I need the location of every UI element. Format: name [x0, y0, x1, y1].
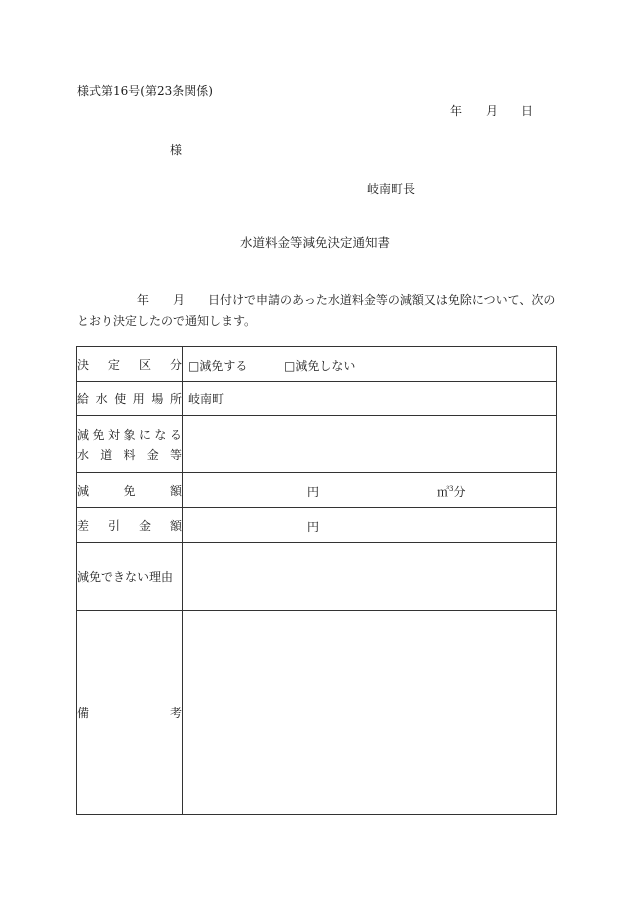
volume-unit-suffix: 分 — [453, 485, 466, 499]
label-remarks — [77, 611, 183, 815]
label-decision — [77, 347, 183, 382]
body-line2: とおり決定したので通知します。 — [77, 314, 257, 328]
checkbox-no-reduce[interactable]: □ — [284, 359, 296, 373]
value-supply-location[interactable] — [183, 382, 557, 416]
label-char: 減 — [77, 427, 90, 442]
label-char: 減 — [77, 483, 90, 498]
label-char: 額 — [169, 483, 182, 498]
value-reason-not-reduced[interactable] — [183, 543, 557, 611]
row-balance-amount — [77, 508, 557, 543]
label-char: 差 — [77, 518, 90, 533]
reduction-volume-unit — [437, 483, 466, 500]
label-target-fees — [77, 416, 183, 473]
row-target-fees — [77, 416, 557, 473]
option-reduce-label: 減免する — [199, 359, 248, 373]
value-balance-amount[interactable] — [183, 508, 557, 543]
row-remarks — [77, 611, 557, 815]
label-char: 場 — [151, 392, 164, 406]
body-month-label: 月 — [173, 293, 186, 307]
label-char: 分 — [169, 357, 182, 372]
checkbox-reduce[interactable]: □ — [188, 359, 200, 373]
label-char: 道 — [100, 447, 113, 462]
label-char: 額 — [169, 518, 182, 533]
volume-unit-symbol: ㎥ — [437, 485, 450, 499]
option-no-reduce[interactable] — [284, 357, 355, 374]
row-decision — [77, 347, 557, 382]
reason-label-text: 減免できない理由 — [77, 570, 174, 584]
date-month-label: 月 — [486, 104, 499, 118]
label-char: 料 — [123, 447, 136, 462]
label-char: 定 — [107, 357, 120, 372]
label-char: 金 — [146, 447, 159, 462]
label-char: 水 — [77, 447, 90, 462]
supply-location-text: 岐南町 — [188, 392, 225, 406]
label-char: る — [169, 427, 182, 442]
label-char: 所 — [169, 392, 182, 406]
label-char: 免 — [123, 483, 136, 498]
label-reduction-amount — [77, 473, 183, 508]
label-char: 用 — [132, 392, 145, 406]
label-char: 水 — [95, 392, 108, 406]
label-char: 引 — [107, 518, 120, 533]
label-char: 決 — [77, 357, 90, 372]
document-title: 水道料金等減免決定通知書 — [239, 235, 390, 250]
label-char: な — [154, 427, 167, 442]
body-line1: 日付けで申請のあった水道料金等の減額又は免除について、次の — [208, 293, 556, 307]
value-remarks[interactable] — [183, 611, 557, 815]
body-year-label: 年 — [137, 293, 150, 307]
row-reduction-amount — [77, 473, 557, 508]
reduction-yen-unit: 円 — [307, 485, 320, 499]
label-char: 備 — [77, 706, 90, 720]
label-char: 等 — [169, 447, 182, 462]
label-char: 金 — [138, 518, 151, 533]
label-char: に — [138, 427, 151, 442]
value-target-fees[interactable] — [183, 416, 557, 473]
option-reduce[interactable] — [188, 357, 247, 374]
addressee-suffix: 様 — [170, 143, 183, 157]
row-supply-location — [77, 382, 557, 416]
option-no-reduce-label: 減免しない — [295, 359, 356, 373]
date-day-label: 日 — [521, 104, 534, 118]
label-char: 対 — [107, 427, 120, 442]
value-reduction-amount[interactable] — [183, 473, 557, 508]
row-reason-not-reduced — [77, 543, 557, 611]
label-supply-location — [77, 382, 183, 416]
label-char: 給 — [77, 392, 90, 406]
notice-table — [76, 346, 557, 815]
label-char: 区 — [138, 357, 151, 372]
label-balance-amount — [77, 508, 183, 543]
balance-yen-unit: 円 — [307, 520, 320, 534]
label-char: 免 — [92, 427, 105, 442]
label-char: 使 — [114, 392, 127, 406]
label-char: 象 — [123, 427, 136, 442]
volume-unit-sup: 3 — [449, 485, 454, 493]
form-number: 様式第16号(第23条関係) — [77, 84, 213, 98]
label-char: 考 — [169, 706, 182, 720]
label-reason-not-reduced — [77, 543, 183, 611]
issuer-name: 岐南町長 — [367, 182, 416, 196]
value-decision — [183, 347, 557, 382]
date-year-label: 年 — [450, 104, 463, 118]
